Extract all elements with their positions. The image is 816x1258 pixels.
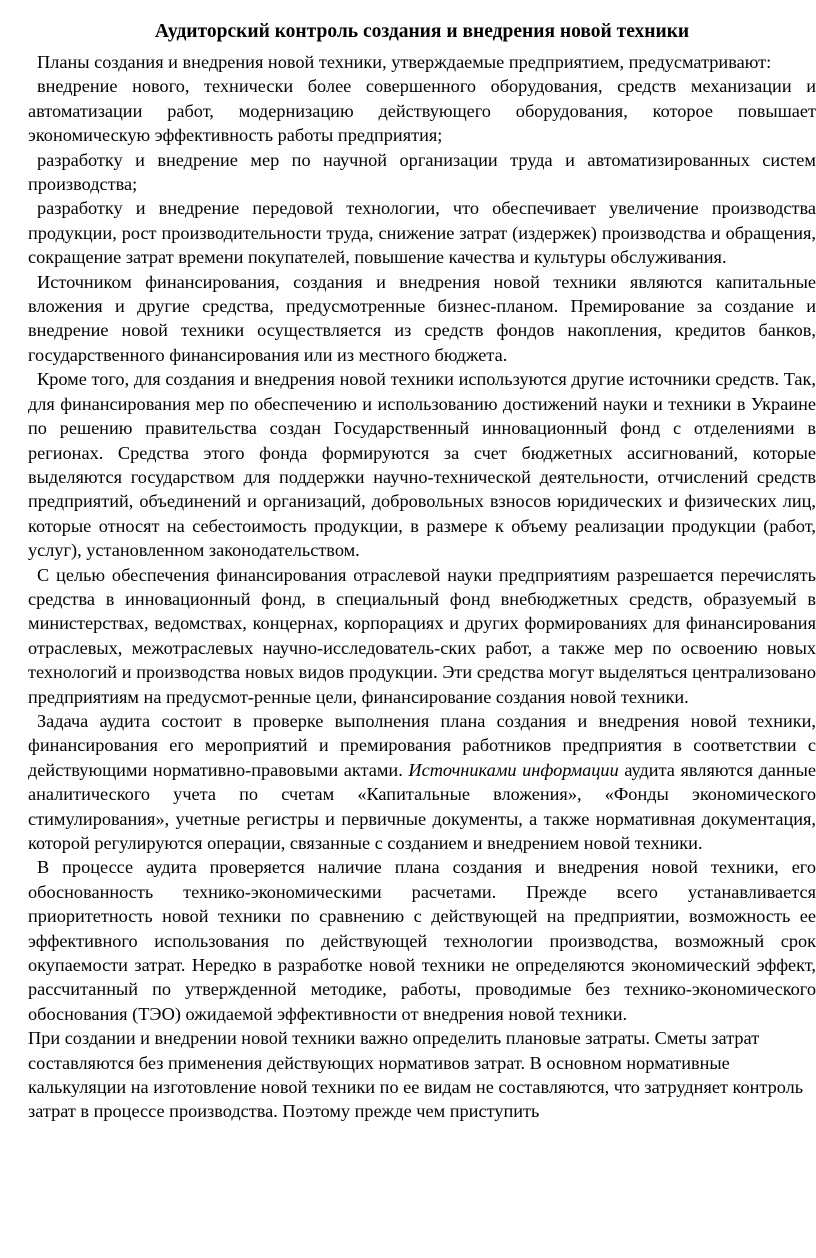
paragraph-innovation-fund: Кроме того, для создания и внедрения новой техники используются другие источники средств. Так, для финансирования мер по обеспечению и использованию достижений науки и техники в Украине по решению правительства создан Государственный инновационный фонд с отделениями в регионах. Средства этого фонда формируются за счет бюджетных ассигнований, которые выделяются государством для поддержки научно-технической деятельности, отчислений средств предприятий, объединений и организаций, добровольных взносов юридических и физических лиц, которые относят на себестоимость продукции, в размере к объему реализации продукции (работ, услуг), установленном законодательством. <box>28 369 816 561</box>
information-sources-italic: Источниками информации <box>408 759 619 780</box>
paragraph-item-equipment: внедрение нового, технически более совершенного оборудования, средств механизации и автоматизации работ, модернизацию действующего оборудования, которое повышает экономическую эффективность работы предприятия; <box>28 76 816 146</box>
paragraph-audit-process: В процессе аудита проверяется наличие плана создания и внедрения новой техники, его обоснованность технико-экономическими расчетами. Прежде всего устанавливается приоритетность новой техники по сравнению с действующей на предприятии, возможность ее эффективного использования по действующей технологии производства, возможный срок окупаемости затрат. Нередко в разработке новой техники не определяются экономический эффект, рассчитанный по утвержденной методике, работы, проводимые без технико-экономического обоснования (ТЭО) ожидаемой эффективности от внедрения новой техники. <box>28 857 816 1024</box>
paragraph-item-technology: разработку и внедрение передовой технологии, что обеспечивает увеличение производства продукции, рост производительности труда, снижение затрат (издержек) производства и обращения, сокращение затрат времени покупателей, повышение качества и культуры обслуживания. <box>28 198 816 268</box>
paragraph-planned-costs: При создании и внедрении новой техники важно определить плановые затраты. Сметы затрат составляются без применения действующих нормативов затрат. В основном нормативные калькуляции на изготовление новой техники по ее видам не составляются, что затрудняет контроль затрат в процессе производства. Поэтому прежде чем приступить <box>28 1028 804 1122</box>
paragraph-sector-science: С целью обеспечения финансирования отраслевой науки предприятиям разрешается перечислять средства в инновационный фонд, в специальный фонд внебюджетных средств, образуемый в министерствах, ведомствах, концернах, корпорациях и других формированиях для финансирования отраслевых, межотраслевых научно-исследователь-ских работ, а также мер по освоению новых технологий и производства новых видов продукции. Эти средства могут выделяться централизовано предприятиям на предусмот-ренные цели, финансирование создания новой техники. <box>28 564 816 707</box>
audit-task-text-continued: аудита являются данные аналитического учета по счетам «Капитальные вложения», «Фонды экономического стимулирования», учетные регистры и первичные документы, а также нормативная документация, которой регулируются операции, связанные с созданием и внедрением новой техники. <box>28 759 816 853</box>
audit-task-text: Задача аудита состоит в проверке выполнения плана создания и внедрения новой техники, финансирования его мероприятий и премирования работников предприятия в соответствии с действующими нормативно-правовыми актами. <box>28 710 816 780</box>
paragraph-item-labor: разработку и внедрение мер по научной организации труда и автоматизированных систем производства; <box>28 149 816 195</box>
paragraph-plans: Планы создания и внедрения новой техники, утверждаемые предприятием, предусматривают: <box>37 52 772 72</box>
paragraph-financing-sources: Источником финансирования, создания и внедрения новой техники являются капитальные вложения и другие средства, предусмотренные бизнес-планом. Премирование за создание и внедрение новой техники осуществляется из средств фондов накопления, кредитов банков, государственного финансирования или из местного бюджета. <box>28 271 816 365</box>
document-page <box>28 18 816 1124</box>
document-title: Аудиторский контроль создания и внедрения новой техники <box>154 21 690 42</box>
paragraph-audit-task <box>28 709 816 855</box>
